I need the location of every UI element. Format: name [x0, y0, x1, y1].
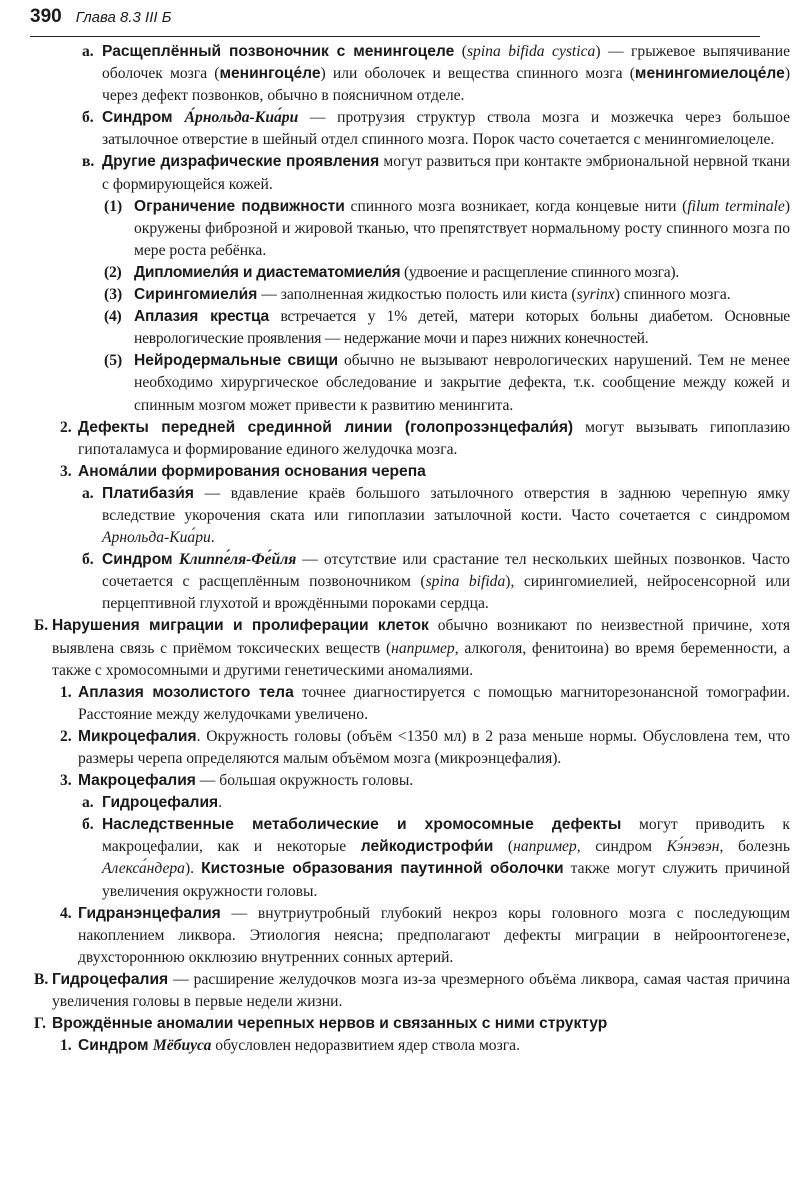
emphasized-text: Микроцефалия [78, 727, 197, 745]
emphasized-text: Другие дизрафические проявления [102, 153, 380, 171]
item-marker: 2. [60, 727, 72, 745]
emphasized-text: Синдром [102, 551, 179, 569]
item-hydranencephaly [30, 903, 790, 969]
item-skull-base [30, 461, 790, 483]
emphasized-text: Гидроцефалия [52, 970, 169, 988]
text-run: (удвоение и расщепление спинного мозга). [400, 263, 680, 281]
emphasized-text: лейкодистрофи́и [360, 838, 494, 856]
item-text [102, 551, 790, 612]
text-run: обусловлен недоразвитием ядер ствола мозга. [211, 1037, 520, 1055]
item-metabolic-defects [30, 814, 790, 902]
item-text [134, 352, 790, 413]
emphasized-text: Наследственные метаболические и хромосомные дефекты [102, 816, 622, 834]
item-marker: (2) [104, 263, 122, 281]
emphasized-text: Аплазия крестца [134, 308, 269, 326]
item-marker: б. [82, 109, 94, 127]
item-text [102, 109, 790, 148]
item-dysraphic [30, 151, 790, 195]
item-sacral-agenesis [30, 306, 790, 350]
item-marker: (4) [104, 308, 122, 326]
text-run: , синдром [576, 838, 667, 856]
text-run: ) спинного мозга. [614, 286, 731, 304]
item-text [134, 308, 790, 347]
item-diplomyelia [30, 262, 790, 284]
text-run: спинного мозга возникает, когда концевые нити ( [344, 197, 688, 215]
page-number: 390 [30, 6, 62, 27]
item-text [78, 1037, 520, 1054]
text-run: также могут служить причиной увеличения окружности головы. [102, 860, 790, 900]
item-text [78, 463, 426, 480]
item-text [52, 971, 790, 1010]
item-macrocephaly [30, 770, 790, 792]
emphasized-text: Расщеплённый позвоночник с менингоцеле [102, 43, 455, 60]
text-run: — вдавление краёв большого затылочного отверстия в заднюю черепную ямку вследствие укорочения ската или гипоплазии затылочной кости. Часто сочетается с синдромом [102, 484, 790, 524]
item-dermal-sinus [30, 350, 790, 416]
item-platybasia [30, 483, 790, 549]
item-marker: (1) [104, 197, 123, 215]
section-hydrocephalus [30, 969, 790, 1013]
item-marker: 2. [60, 418, 72, 436]
item-marker: В. [34, 970, 49, 988]
section-cranial-nerves [30, 1013, 790, 1035]
item-spina-bifida [30, 41, 790, 107]
text-run: ( [454, 43, 467, 60]
emphasized-text: Клиппе́ля-Фе́йля [179, 551, 297, 569]
item-text [102, 43, 790, 104]
item-marker: 1. [60, 683, 72, 701]
emphasized-text: Сирингомиели́я [134, 286, 258, 304]
emphasized-text: Нейродермальные свищи [134, 352, 339, 370]
item-moebius [30, 1035, 790, 1057]
emphasized-text: filum terminale [687, 197, 785, 215]
emphasized-text: Гидранэнцефалия [78, 904, 221, 922]
text-run: . [218, 794, 223, 812]
text-run: обычно не вызывают неврологических нарушений. Тем не менее необходимо хирургическое обследование и закрытие дефекта, т.к. сообщение между кожей и спинным мозгом может привести к развитию менингита. [134, 352, 790, 414]
item-marker: а. [82, 484, 94, 502]
emphasized-text: Кистозные образования паутинной оболочки [201, 860, 564, 878]
item-text [102, 816, 790, 899]
item-text [134, 198, 790, 259]
item-arnold-chiari [30, 107, 790, 151]
body-text [30, 41, 790, 1057]
emphasized-text: Синдром [78, 1037, 153, 1055]
item-midline-defects [30, 417, 790, 461]
text-run: — заполненная жидкостью полость или киста ( [257, 286, 577, 304]
item-hydrocephaly-sub [30, 792, 790, 814]
text-run: — отсутствие или срастание тел нескольких шейных позвонков. Часто сочетается с расщеплённым позвоночником ( [102, 551, 790, 591]
emphasized-text: syrinx [576, 286, 615, 304]
item-marker: в. [82, 153, 95, 171]
text-run: обычно возникают по неизвестной причине, хотя выявлена связь с приёмом токсических веществ ( [52, 617, 790, 657]
text-run: , алкоголя, фенитоина) во время беременности, а также с хромосомными и другими генетическими аномалиями. [52, 639, 790, 679]
item-marker: Г. [34, 1015, 47, 1033]
text-run: ), сирингомиелией, нейросенсорной или перцептивной глухотой и врождёнными пороками сердца. [102, 573, 790, 613]
text-run: — протрузия структур ствола мозга и мозжечка через большое затылочное отверстие в шейный отдел спинного мозга. Порок часто сочетается с менингомиелоцеле. [102, 109, 790, 149]
item-marker: Б. [34, 617, 49, 635]
item-marker: 4. [60, 904, 72, 922]
text-run: ) окружены фиброзной и жировой тканью, что препятствует нормальному росту спинного мозга по мере роста ребёнка. [134, 197, 791, 259]
emphasized-text: Платибази́я [102, 484, 194, 502]
emphasized-text: Гидроцефалия [102, 794, 219, 812]
text-run: ). [184, 860, 202, 878]
item-text [52, 617, 790, 678]
emphasized-text: Макроцефалия [78, 772, 196, 790]
emphasized-text: менингоце́ле [219, 65, 321, 83]
item-text [134, 264, 679, 281]
text-run: — большая окружность головы. [195, 772, 414, 790]
item-text [102, 485, 790, 546]
item-microcephaly [30, 726, 790, 770]
emphasized-text: spina bifida cystica [466, 43, 596, 60]
emphasized-text: Врождённые аномалии черепных нервов и связанных с ними структур [52, 1015, 608, 1033]
running-header [30, 6, 760, 37]
text-run: — внутриутробный глубокий некроз коры головного мозга с последующим накоплением ликвора. Этиология неясна; предполагают дефекты миграции в нейроонтогенезе, двухстороннюю окклюзию внутренних сонных артерий. [78, 904, 790, 966]
item-marker: 1. [60, 1037, 72, 1055]
emphasized-text: А́рнольда-Киа́ри [184, 109, 299, 127]
emphasized-text: Ограничение подвижности [134, 197, 345, 215]
emphasized-text: Анома́лии формирования основания черепа [78, 462, 426, 480]
emphasized-text: менингомиелоце́ле [634, 65, 785, 83]
item-marker: а. [82, 43, 94, 60]
section-migration [30, 615, 790, 681]
text-run: могут приводить к макроцефалии, как и некоторые [102, 816, 790, 856]
emphasized-text: например [513, 838, 577, 856]
item-klippel-feil [30, 549, 790, 615]
text-run: ( [493, 838, 514, 856]
item-text [52, 1015, 607, 1032]
text-run: ) через дефект позвонков, обычно в поясничном отделе. [102, 65, 791, 105]
item-text [78, 905, 790, 966]
item-text [102, 794, 222, 811]
emphasized-text: Дипломиели́я и диастематомиели́я [134, 263, 401, 281]
item-text [78, 684, 790, 723]
item-text [78, 772, 413, 789]
text-run: ) или оболочек и вещества спинного мозга ( [320, 65, 635, 83]
text-run: . [210, 529, 215, 547]
item-text [134, 286, 731, 303]
emphasized-text: Арнольда-Киа́ри [102, 529, 211, 547]
emphasized-text: Нарушения миграции и пролиферации клеток [52, 617, 429, 635]
item-marker: б. [82, 551, 94, 569]
item-tethered-cord [30, 196, 790, 262]
item-corpus-callosum [30, 682, 790, 726]
text-run: могут развиться при контакте эмбриональной нервной ткани с формирующейся кожей. [102, 153, 790, 193]
emphasized-text: spina bifida [425, 573, 506, 591]
text-run: встречается у 1% детей, матери которых больны диабетом. Основные неврологические проявления — недержание мочи и парез нижних конечностей. [134, 308, 790, 348]
emphasized-text: например [391, 639, 455, 657]
emphasized-text: Мёбиуса [152, 1037, 212, 1055]
emphasized-text: Синдром [102, 109, 185, 127]
text-run: ) — грыжевое выпячивание оболочек мозга ( [102, 43, 791, 83]
item-marker: (3) [104, 286, 123, 304]
emphasized-text: Дефекты передней срединной линии (голопрозэнцефали́я) [78, 418, 574, 436]
emphasized-text: Кэ́нэвэн [666, 838, 720, 856]
chapter-reference: Глава 8.3 III Б [75, 9, 172, 26]
text-run: точнее диагностируется с помощью магниторезонансной томографии. Расстояние между желудочками увеличено. [78, 683, 790, 723]
text-run: , болезнь [719, 838, 790, 856]
emphasized-text: Алекса́ндера [102, 860, 185, 878]
item-syringomyelia [30, 284, 790, 306]
item-text [78, 419, 790, 458]
item-marker: 3. [60, 462, 72, 480]
item-marker: (5) [104, 352, 123, 370]
emphasized-text: Аплазия мозолистого тела [78, 683, 294, 701]
text-run: могут вызывать гипоплазию гипоталамуса и формирование единого желудочка мозга. [78, 418, 790, 458]
item-marker: б. [82, 816, 94, 834]
item-text [78, 728, 790, 767]
text-run: — расширение желудочков мозга из-за чрезмерного объёма ликвора, самая частая причина увеличения головы в первые недели жизни. [52, 970, 790, 1011]
item-marker: а. [82, 794, 94, 812]
text-run: . Окружность головы (объём <1350 мл) в 2 раза меньше нормы. Обусловлена тем, что размеры черепа определяются малым объёмом мозга (микроэнцефалия). [78, 727, 790, 767]
item-marker: 3. [60, 772, 72, 790]
item-text [102, 153, 790, 192]
